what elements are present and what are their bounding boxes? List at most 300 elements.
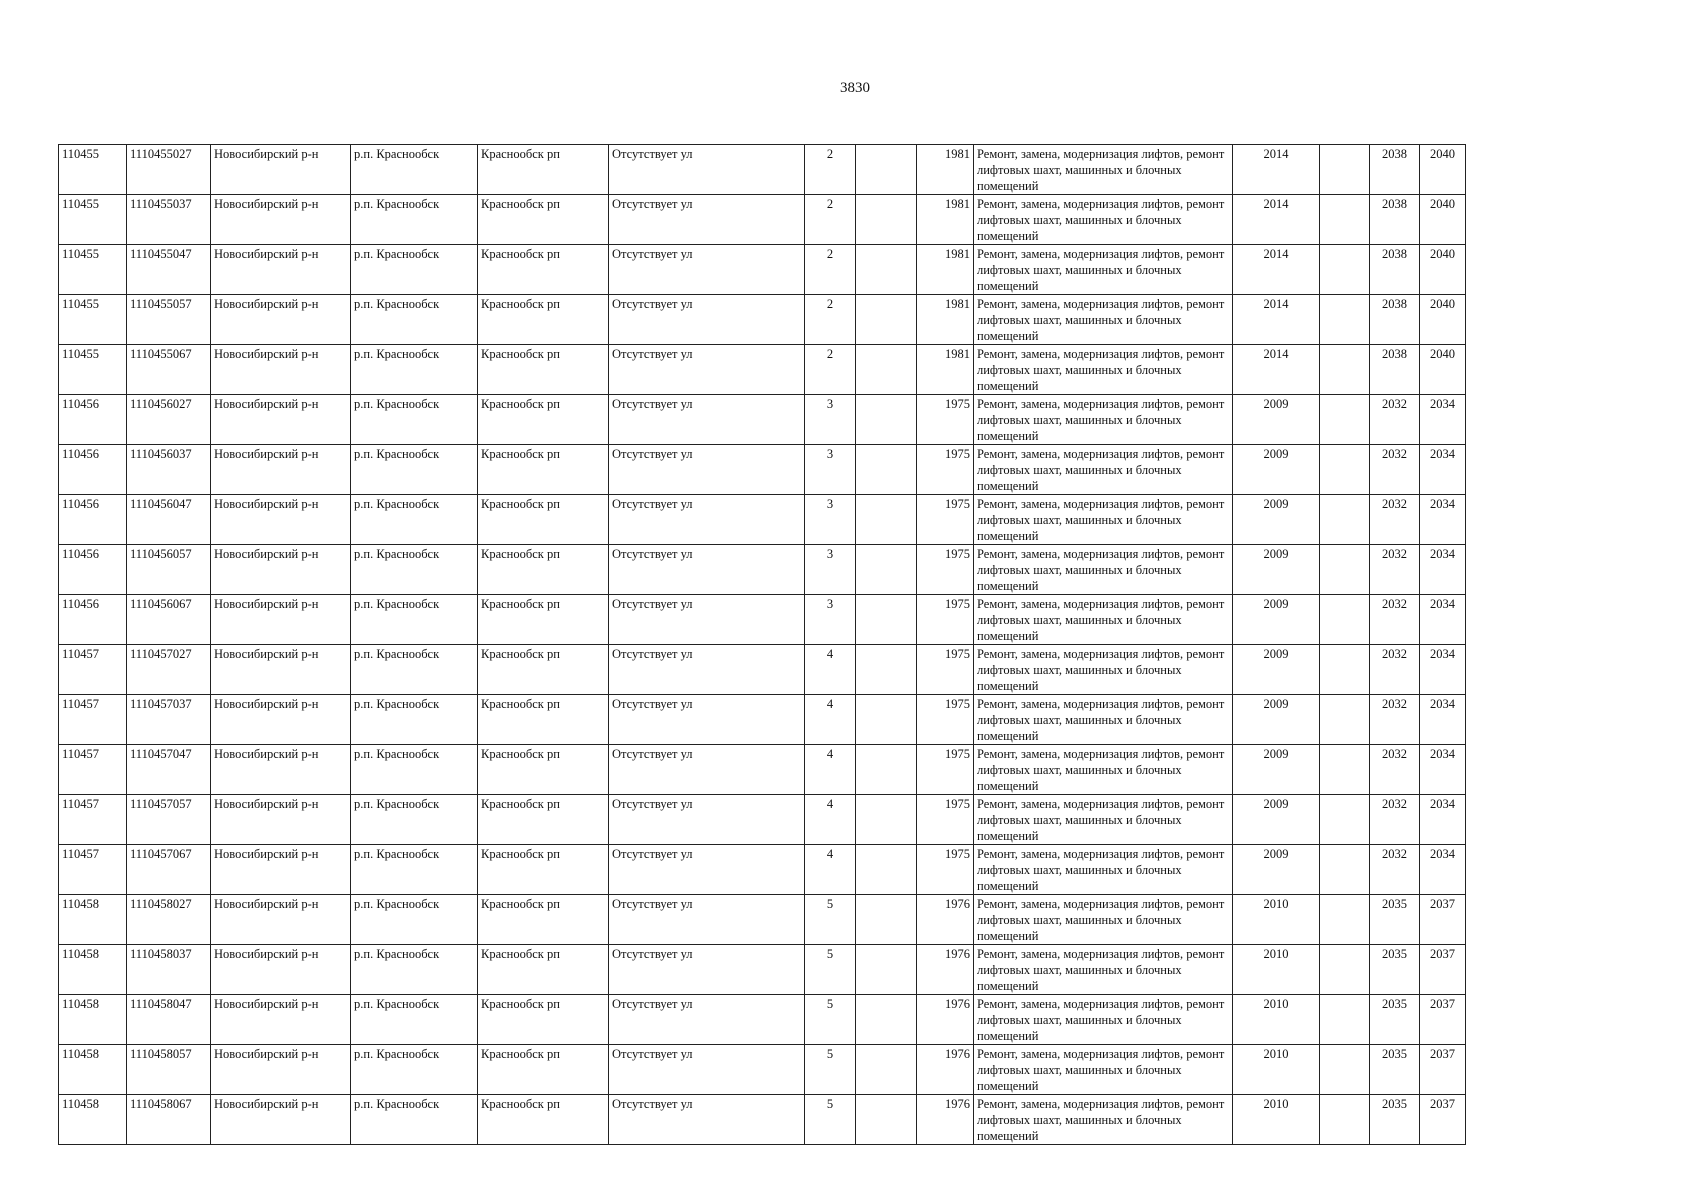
- cell-house: 2: [805, 245, 856, 295]
- cell-street: Отсутствует ул: [609, 745, 805, 795]
- cell-settlement: р.п. Краснообск: [351, 945, 478, 995]
- cell-id: 1110455027: [127, 145, 211, 195]
- cell-house: 4: [805, 695, 856, 745]
- cell-plan-from: 2032: [1370, 395, 1420, 445]
- cell-work-type: Ремонт, замена, модернизация лифтов, ремонт лифтовых шахт, машинных и блочных помещений: [974, 545, 1233, 595]
- cell-building: [856, 295, 917, 345]
- cell-work-type: Ремонт, замена, модернизация лифтов, ремонт лифтовых шахт, машинных и блочных помещений: [974, 295, 1233, 345]
- cell-last-repair-year: 2009: [1233, 845, 1320, 895]
- cell-house: 4: [805, 745, 856, 795]
- cell-district: Новосибирский р-н: [211, 895, 351, 945]
- cell-work-type: Ремонт, замена, модернизация лифтов, ремонт лифтовых шахт, машинных и блочных помещений: [974, 795, 1233, 845]
- cell-building: [856, 145, 917, 195]
- cell-building: [856, 845, 917, 895]
- cell-building: [856, 395, 917, 445]
- cell-id: 1110456057: [127, 545, 211, 595]
- cell-work-type: Ремонт, замена, модернизация лифтов, ремонт лифтовых шахт, машинных и блочных помещений: [974, 195, 1233, 245]
- cell-street: Отсутствует ул: [609, 395, 805, 445]
- cell-plan-from: 2038: [1370, 145, 1420, 195]
- cell-plan-to: 2040: [1420, 245, 1466, 295]
- page-number: 3830: [840, 80, 870, 96]
- cell-last-repair-year: 2009: [1233, 495, 1320, 545]
- cell-street: Отсутствует ул: [609, 645, 805, 695]
- cell-district: Новосибирский р-н: [211, 645, 351, 695]
- cell-building: [856, 195, 917, 245]
- cell-empty: [1320, 1045, 1370, 1095]
- table-row: [59, 245, 1466, 295]
- cell-street: Отсутствует ул: [609, 145, 805, 195]
- cell-work-type: Ремонт, замена, модернизация лифтов, ремонт лифтовых шахт, машинных и блочных помещений: [974, 345, 1233, 395]
- cell-code: 110456: [59, 445, 127, 495]
- cell-code: 110455: [59, 345, 127, 395]
- cell-locality: Краснообск рп: [478, 345, 609, 395]
- cell-locality: Краснообск рп: [478, 695, 609, 745]
- cell-code: 110458: [59, 895, 127, 945]
- cell-last-repair-year: 2014: [1233, 145, 1320, 195]
- table-row: [59, 895, 1466, 945]
- cell-house: 4: [805, 645, 856, 695]
- cell-street: Отсутствует ул: [609, 295, 805, 345]
- cell-last-repair-year: 2010: [1233, 895, 1320, 945]
- cell-year-built: 1975: [917, 545, 974, 595]
- cell-id: 1110458047: [127, 995, 211, 1045]
- cell-year-built: 1981: [917, 245, 974, 295]
- table-row: [59, 195, 1466, 245]
- table-row: [59, 445, 1466, 495]
- cell-street: Отсутствует ул: [609, 195, 805, 245]
- cell-code: 110455: [59, 295, 127, 345]
- cell-id: 1110455037: [127, 195, 211, 245]
- cell-plan-to: 2037: [1420, 895, 1466, 945]
- registry-table: [58, 144, 1466, 1145]
- cell-last-repair-year: 2009: [1233, 545, 1320, 595]
- cell-street: Отсутствует ул: [609, 695, 805, 745]
- cell-code: 110458: [59, 1095, 127, 1145]
- cell-empty: [1320, 545, 1370, 595]
- cell-plan-to: 2037: [1420, 945, 1466, 995]
- cell-plan-from: 2035: [1370, 995, 1420, 1045]
- cell-code: 110457: [59, 795, 127, 845]
- cell-empty: [1320, 945, 1370, 995]
- cell-id: 1110455047: [127, 245, 211, 295]
- cell-last-repair-year: 2009: [1233, 445, 1320, 495]
- cell-year-built: 1975: [917, 395, 974, 445]
- cell-building: [856, 795, 917, 845]
- cell-code: 110457: [59, 845, 127, 895]
- cell-street: Отсутствует ул: [609, 595, 805, 645]
- cell-work-type: Ремонт, замена, модернизация лифтов, ремонт лифтовых шахт, машинных и блочных помещений: [974, 1045, 1233, 1095]
- table-body: [59, 145, 1466, 1145]
- cell-year-built: 1975: [917, 645, 974, 695]
- cell-year-built: 1975: [917, 795, 974, 845]
- table-row: [59, 645, 1466, 695]
- cell-empty: [1320, 795, 1370, 845]
- cell-district: Новосибирский р-н: [211, 145, 351, 195]
- cell-last-repair-year: 2010: [1233, 945, 1320, 995]
- cell-house: 4: [805, 795, 856, 845]
- table-row: [59, 1045, 1466, 1095]
- cell-work-type: Ремонт, замена, модернизация лифтов, ремонт лифтовых шахт, машинных и блочных помещений: [974, 745, 1233, 795]
- cell-year-built: 1976: [917, 895, 974, 945]
- cell-settlement: р.п. Краснообск: [351, 395, 478, 445]
- cell-district: Новосибирский р-н: [211, 495, 351, 545]
- cell-locality: Краснообск рп: [478, 245, 609, 295]
- cell-street: Отсутствует ул: [609, 845, 805, 895]
- cell-district: Новосибирский р-н: [211, 545, 351, 595]
- cell-building: [856, 1095, 917, 1145]
- cell-district: Новосибирский р-н: [211, 945, 351, 995]
- cell-year-built: 1981: [917, 145, 974, 195]
- cell-code: 110456: [59, 595, 127, 645]
- cell-empty: [1320, 495, 1370, 545]
- cell-house: 2: [805, 295, 856, 345]
- cell-settlement: р.п. Краснообск: [351, 145, 478, 195]
- table-row: [59, 345, 1466, 395]
- cell-building: [856, 245, 917, 295]
- cell-year-built: 1975: [917, 695, 974, 745]
- cell-plan-to: 2037: [1420, 1045, 1466, 1095]
- cell-locality: Краснообск рп: [478, 595, 609, 645]
- cell-code: 110456: [59, 545, 127, 595]
- cell-code: 110457: [59, 645, 127, 695]
- cell-empty: [1320, 295, 1370, 345]
- cell-empty: [1320, 245, 1370, 295]
- cell-house: 3: [805, 595, 856, 645]
- cell-empty: [1320, 745, 1370, 795]
- cell-plan-to: 2034: [1420, 745, 1466, 795]
- cell-locality: Краснообск рп: [478, 645, 609, 695]
- cell-building: [856, 595, 917, 645]
- table-row: [59, 995, 1466, 1045]
- cell-last-repair-year: 2009: [1233, 395, 1320, 445]
- cell-district: Новосибирский р-н: [211, 1095, 351, 1145]
- cell-settlement: р.п. Краснообск: [351, 1045, 478, 1095]
- cell-street: Отсутствует ул: [609, 895, 805, 945]
- cell-locality: Краснообск рп: [478, 445, 609, 495]
- cell-district: Новосибирский р-н: [211, 845, 351, 895]
- cell-empty: [1320, 895, 1370, 945]
- cell-settlement: р.п. Краснообск: [351, 695, 478, 745]
- cell-empty: [1320, 845, 1370, 895]
- cell-locality: Краснообск рп: [478, 995, 609, 1045]
- cell-house: 5: [805, 945, 856, 995]
- cell-settlement: р.п. Краснообск: [351, 1095, 478, 1145]
- cell-district: Новосибирский р-н: [211, 1045, 351, 1095]
- cell-district: Новосибирский р-н: [211, 395, 351, 445]
- cell-last-repair-year: 2014: [1233, 295, 1320, 345]
- cell-building: [856, 895, 917, 945]
- cell-locality: Краснообск рп: [478, 1095, 609, 1145]
- cell-id: 1110456047: [127, 495, 211, 545]
- cell-work-type: Ремонт, замена, модернизация лифтов, ремонт лифтовых шахт, машинных и блочных помещений: [974, 995, 1233, 1045]
- cell-building: [856, 545, 917, 595]
- cell-district: Новосибирский р-н: [211, 345, 351, 395]
- cell-settlement: р.п. Краснообск: [351, 195, 478, 245]
- table-row: [59, 545, 1466, 595]
- cell-district: Новосибирский р-н: [211, 295, 351, 345]
- cell-locality: Краснообск рп: [478, 845, 609, 895]
- cell-plan-to: 2034: [1420, 445, 1466, 495]
- cell-settlement: р.п. Краснообск: [351, 445, 478, 495]
- cell-building: [856, 1045, 917, 1095]
- table-row: [59, 945, 1466, 995]
- cell-year-built: 1975: [917, 495, 974, 545]
- cell-house: 3: [805, 545, 856, 595]
- cell-locality: Краснообск рп: [478, 1045, 609, 1095]
- cell-work-type: Ремонт, замена, модернизация лифтов, ремонт лифтовых шахт, машинных и блочных помещений: [974, 495, 1233, 545]
- cell-last-repair-year: 2009: [1233, 595, 1320, 645]
- cell-empty: [1320, 645, 1370, 695]
- cell-plan-to: 2040: [1420, 145, 1466, 195]
- cell-plan-from: 2032: [1370, 495, 1420, 545]
- cell-plan-from: 2035: [1370, 1095, 1420, 1145]
- cell-settlement: р.п. Краснообск: [351, 645, 478, 695]
- table-row: [59, 845, 1466, 895]
- cell-house: 4: [805, 845, 856, 895]
- cell-locality: Краснообск рп: [478, 745, 609, 795]
- cell-locality: Краснообск рп: [478, 545, 609, 595]
- cell-last-repair-year: 2010: [1233, 1095, 1320, 1145]
- cell-street: Отсутствует ул: [609, 995, 805, 1045]
- cell-year-built: 1976: [917, 1095, 974, 1145]
- cell-locality: Краснообск рп: [478, 945, 609, 995]
- cell-last-repair-year: 2014: [1233, 345, 1320, 395]
- cell-house: 5: [805, 995, 856, 1045]
- cell-plan-to: 2034: [1420, 395, 1466, 445]
- cell-code: 110458: [59, 995, 127, 1045]
- cell-work-type: Ремонт, замена, модернизация лифтов, ремонт лифтовых шахт, машинных и блочных помещений: [974, 945, 1233, 995]
- cell-plan-to: 2034: [1420, 695, 1466, 745]
- cell-house: 2: [805, 345, 856, 395]
- cell-plan-from: 2032: [1370, 645, 1420, 695]
- cell-id: 1110456027: [127, 395, 211, 445]
- cell-code: 110457: [59, 745, 127, 795]
- table-row: [59, 395, 1466, 445]
- cell-plan-from: 2035: [1370, 945, 1420, 995]
- cell-code: 110455: [59, 145, 127, 195]
- cell-plan-to: 2040: [1420, 195, 1466, 245]
- cell-settlement: р.п. Краснообск: [351, 495, 478, 545]
- cell-building: [856, 745, 917, 795]
- cell-last-repair-year: 2009: [1233, 695, 1320, 745]
- cell-district: Новосибирский р-н: [211, 445, 351, 495]
- cell-year-built: 1976: [917, 1045, 974, 1095]
- cell-last-repair-year: 2010: [1233, 995, 1320, 1045]
- cell-work-type: Ремонт, замена, модернизация лифтов, ремонт лифтовых шахт, машинных и блочных помещений: [974, 845, 1233, 895]
- cell-last-repair-year: 2014: [1233, 245, 1320, 295]
- cell-plan-from: 2038: [1370, 345, 1420, 395]
- cell-empty: [1320, 395, 1370, 445]
- cell-plan-from: 2038: [1370, 295, 1420, 345]
- cell-plan-to: 2034: [1420, 495, 1466, 545]
- cell-settlement: р.п. Краснообск: [351, 345, 478, 395]
- cell-settlement: р.п. Краснообск: [351, 895, 478, 945]
- cell-plan-from: 2032: [1370, 595, 1420, 645]
- cell-street: Отсутствует ул: [609, 245, 805, 295]
- cell-last-repair-year: 2014: [1233, 195, 1320, 245]
- table-row: [59, 795, 1466, 845]
- cell-id: 1110457037: [127, 695, 211, 745]
- cell-locality: Краснообск рп: [478, 295, 609, 345]
- cell-district: Новосибирский р-н: [211, 995, 351, 1045]
- cell-plan-from: 2032: [1370, 695, 1420, 745]
- cell-year-built: 1975: [917, 845, 974, 895]
- cell-house: 3: [805, 395, 856, 445]
- table-row: [59, 295, 1466, 345]
- cell-empty: [1320, 995, 1370, 1045]
- cell-settlement: р.п. Краснообск: [351, 795, 478, 845]
- table-row: [59, 745, 1466, 795]
- cell-locality: Краснообск рп: [478, 145, 609, 195]
- cell-year-built: 1975: [917, 445, 974, 495]
- cell-work-type: Ремонт, замена, модернизация лифтов, ремонт лифтовых шахт, машинных и блочных помещений: [974, 245, 1233, 295]
- cell-house: 5: [805, 895, 856, 945]
- cell-settlement: р.п. Краснообск: [351, 995, 478, 1045]
- cell-id: 1110458037: [127, 945, 211, 995]
- cell-locality: Краснообск рп: [478, 195, 609, 245]
- cell-building: [856, 945, 917, 995]
- cell-id: 1110455067: [127, 345, 211, 395]
- cell-street: Отсутствует ул: [609, 945, 805, 995]
- cell-empty: [1320, 445, 1370, 495]
- cell-building: [856, 695, 917, 745]
- cell-building: [856, 495, 917, 545]
- cell-year-built: 1981: [917, 345, 974, 395]
- cell-plan-to: 2037: [1420, 1095, 1466, 1145]
- cell-street: Отсутствует ул: [609, 495, 805, 545]
- table-row: [59, 145, 1466, 195]
- cell-plan-from: 2032: [1370, 745, 1420, 795]
- cell-work-type: Ремонт, замена, модернизация лифтов, ремонт лифтовых шахт, машинных и блочных помещений: [974, 395, 1233, 445]
- cell-year-built: 1981: [917, 195, 974, 245]
- cell-code: 110458: [59, 1045, 127, 1095]
- cell-id: 1110458067: [127, 1095, 211, 1145]
- cell-plan-from: 2038: [1370, 245, 1420, 295]
- cell-id: 1110458057: [127, 1045, 211, 1095]
- cell-plan-to: 2034: [1420, 795, 1466, 845]
- cell-work-type: Ремонт, замена, модернизация лифтов, ремонт лифтовых шахт, машинных и блочных помещений: [974, 695, 1233, 745]
- cell-plan-from: 2038: [1370, 195, 1420, 245]
- cell-plan-to: 2034: [1420, 645, 1466, 695]
- cell-last-repair-year: 2009: [1233, 745, 1320, 795]
- cell-id: 1110456037: [127, 445, 211, 495]
- cell-settlement: р.п. Краснообск: [351, 295, 478, 345]
- cell-last-repair-year: 2009: [1233, 795, 1320, 845]
- cell-code: 110457: [59, 695, 127, 745]
- cell-last-repair-year: 2009: [1233, 645, 1320, 695]
- cell-year-built: 1981: [917, 295, 974, 345]
- cell-plan-to: 2034: [1420, 595, 1466, 645]
- cell-settlement: р.п. Краснообск: [351, 545, 478, 595]
- cell-year-built: 1976: [917, 995, 974, 1045]
- cell-year-built: 1975: [917, 595, 974, 645]
- cell-code: 110456: [59, 495, 127, 545]
- cell-plan-to: 2040: [1420, 295, 1466, 345]
- cell-building: [856, 995, 917, 1045]
- cell-work-type: Ремонт, замена, модернизация лифтов, ремонт лифтовых шахт, машинных и блочных помещений: [974, 145, 1233, 195]
- cell-district: Новосибирский р-н: [211, 745, 351, 795]
- cell-work-type: Ремонт, замена, модернизация лифтов, ремонт лифтовых шахт, машинных и блочных помещений: [974, 445, 1233, 495]
- cell-plan-from: 2032: [1370, 445, 1420, 495]
- cell-work-type: Ремонт, замена, модернизация лифтов, ремонт лифтовых шахт, машинных и блочных помещений: [974, 1095, 1233, 1145]
- cell-code: 110455: [59, 245, 127, 295]
- cell-id: 1110458027: [127, 895, 211, 945]
- cell-house: 5: [805, 1095, 856, 1145]
- cell-empty: [1320, 145, 1370, 195]
- cell-locality: Краснообск рп: [478, 795, 609, 845]
- cell-district: Новосибирский р-н: [211, 795, 351, 845]
- cell-street: Отсутствует ул: [609, 1045, 805, 1095]
- cell-settlement: р.п. Краснообск: [351, 745, 478, 795]
- cell-settlement: р.п. Краснообск: [351, 845, 478, 895]
- cell-district: Новосибирский р-н: [211, 245, 351, 295]
- cell-house: 3: [805, 495, 856, 545]
- cell-building: [856, 645, 917, 695]
- cell-id: 1110455057: [127, 295, 211, 345]
- cell-plan-to: 2034: [1420, 545, 1466, 595]
- cell-id: 1110457067: [127, 845, 211, 895]
- cell-locality: Краснообск рп: [478, 895, 609, 945]
- cell-street: Отсутствует ул: [609, 445, 805, 495]
- cell-plan-to: 2034: [1420, 845, 1466, 895]
- cell-plan-from: 2032: [1370, 545, 1420, 595]
- cell-code: 110458: [59, 945, 127, 995]
- cell-house: 2: [805, 145, 856, 195]
- cell-district: Новосибирский р-н: [211, 595, 351, 645]
- cell-code: 110456: [59, 395, 127, 445]
- cell-plan-from: 2035: [1370, 895, 1420, 945]
- cell-work-type: Ремонт, замена, модернизация лифтов, ремонт лифтовых шахт, машинных и блочных помещений: [974, 595, 1233, 645]
- cell-settlement: р.п. Краснообск: [351, 595, 478, 645]
- cell-work-type: Ремонт, замена, модернизация лифтов, ремонт лифтовых шахт, машинных и блочных помещений: [974, 645, 1233, 695]
- cell-street: Отсутствует ул: [609, 545, 805, 595]
- cell-plan-from: 2032: [1370, 795, 1420, 845]
- cell-house: 2: [805, 195, 856, 245]
- cell-street: Отсутствует ул: [609, 1095, 805, 1145]
- cell-id: 1110456067: [127, 595, 211, 645]
- cell-settlement: р.п. Краснообск: [351, 245, 478, 295]
- cell-district: Новосибирский р-н: [211, 695, 351, 745]
- cell-district: Новосибирский р-н: [211, 195, 351, 245]
- cell-locality: Краснообск рп: [478, 395, 609, 445]
- cell-work-type: Ремонт, замена, модернизация лифтов, ремонт лифтовых шахт, машинных и блочных помещений: [974, 895, 1233, 945]
- cell-plan-from: 2035: [1370, 1045, 1420, 1095]
- cell-building: [856, 445, 917, 495]
- cell-year-built: 1976: [917, 945, 974, 995]
- cell-empty: [1320, 195, 1370, 245]
- cell-empty: [1320, 695, 1370, 745]
- table-row: [59, 595, 1466, 645]
- cell-id: 1110457057: [127, 795, 211, 845]
- table-row: [59, 695, 1466, 745]
- cell-empty: [1320, 345, 1370, 395]
- cell-empty: [1320, 595, 1370, 645]
- cell-year-built: 1975: [917, 745, 974, 795]
- cell-house: 3: [805, 445, 856, 495]
- cell-house: 5: [805, 1045, 856, 1095]
- table-row: [59, 495, 1466, 545]
- cell-code: 110455: [59, 195, 127, 245]
- cell-locality: Краснообск рп: [478, 495, 609, 545]
- cell-street: Отсутствует ул: [609, 345, 805, 395]
- cell-id: 1110457047: [127, 745, 211, 795]
- cell-plan-from: 2032: [1370, 845, 1420, 895]
- cell-plan-to: 2040: [1420, 345, 1466, 395]
- cell-id: 1110457027: [127, 645, 211, 695]
- cell-empty: [1320, 1095, 1370, 1145]
- cell-building: [856, 345, 917, 395]
- cell-plan-to: 2037: [1420, 995, 1466, 1045]
